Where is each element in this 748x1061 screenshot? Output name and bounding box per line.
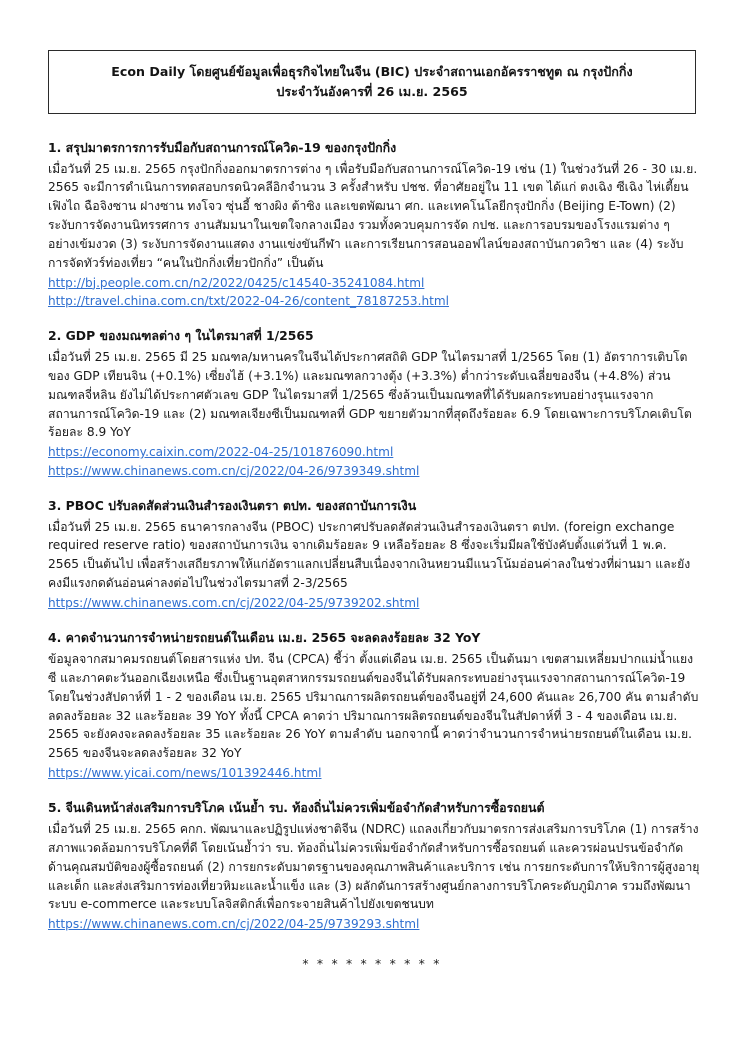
source-link[interactable]: https://economy.caixin.com/2022-04-25/101876090.html (48, 445, 394, 460)
sections-container (48, 139, 703, 934)
source-link[interactable]: http://travel.china.com.cn/txt/2022-04-26/content_78187253.html (48, 294, 450, 309)
source-link[interactable]: https://www.chinanews.com.cn/cj/2022/04-25/9739202.shtml (48, 596, 420, 611)
section-body-text: เมื่อวันที่ 25 เม.ย. 2565 มี 25 มณฑล/มหานครในจีนได้ประกาศสถิติ GDP ในไตรมาสที่ 1/2565 โดย (1) อัตราการเติบโตของ GDP เทียนจิน (+0.1%) เซี่ยงไฮ้ (+3.1%) และมณฑลกวางตุ้ง (+3.3%) ต่ำกว่าระดับเฉลี่ยของจีน (+4.8%) ส่วนมณฑลจี่หลิน ยังไม่ได้ประกาศตัวเลข GDP ในไตรมาสที่ 1/2565 ซึ่งล้วนเป็นมณฑลที่ได้รับผลกระทบอย่างรุนแรงจากสถานการณ์โควิด-19 และ (2) มณฑลเจียงซีเป็นมณฑลที่ GDP ขยายตัวมากที่สุดถึงร้อยละ 6.9 โดยเฉพาะการบริโภคเติบโตร้อยละ 8.9 YoY (48, 350, 692, 440)
header-title-line-2: ประจำวันอังคารที่ 26 เม.ย. 2565 (276, 83, 468, 99)
section-body-text: เมื่อวันที่ 25 เม.ย. 2565 คกก. พัฒนาและปฏิรูปแห่งชาติจีน (NDRC) แถลงเกี่ยวกับมาตรการส่งเสริมการบริโภค (1) การสร้างสภาพแวดล้อมการบริโภคที่ดี โดยเน้นย้ำว่า รบ. ท้องถิ่นไม่ควรเพิ่มข้อจำกัดสำหรับการซื้อรถยนต์ และควรผ่อนปรนข้อจำกัดด้านคุณสมบัติของผู้ซื้อรถยนต์ (2) การยกระดับมาตรฐานของคุณภาพสินค้าและบริการ เช่น การยกระดับการให้บริการผู้สูงอายุและเด็ก และส่งเสริมการท่องเที่ยวหิมะและน้ำแข็ง และ (3) ผลักดันการสร้างศูนย์กลางการบริโภคระดับภูมิภาค รวมถึงพัฒนาระบบ e-commerce และระบบโลจิสติกส์เพื่อกระจายสินค้าไปยังเขตชนบท (48, 822, 700, 912)
document-section (48, 327, 700, 480)
section-heading: 5. จีนเดินหน้าส่งเสริมการบริโภค เน้นย้ำ รบ. ท้องถิ่นไม่ควรเพิ่มข้อจำกัดสำหรับการซื้อรถยนต์ (48, 800, 545, 816)
document-section (48, 799, 700, 933)
section-links (48, 594, 700, 612)
document-section (48, 629, 703, 782)
document-footer: * * * * * * * * * * (302, 955, 442, 971)
section-links (48, 764, 700, 782)
header-title-line-1: Econ Daily โดยศูนย์ข้อมูลเพื่อธุรกิจไทยในจีน (BIC) ประจำสถานเอกอัครราชทูต ณ กรุงปักกิ่ง (111, 64, 633, 79)
section-links (48, 443, 700, 480)
source-link[interactable]: https://www.chinanews.com.cn/cj/2022/04-25/9739293.shtml (48, 917, 420, 932)
source-link[interactable]: https://www.chinanews.com.cn/cj/2022/04-26/9739349.shtml (48, 463, 420, 478)
document-header-box (48, 50, 696, 114)
section-body-text: เมื่อวันที่ 25 เม.ย. 2565 ธนาคารกลางจีน (PBOC) ประกาศปรับลดสัดส่วนเงินสำรองเงินตรา ตปท. (foreign exchange required reserve ratio) ของสถาบันการเงิน จากเดิมร้อยละ 9 เหลือร้อยละ 8 ซึ่งจะเริ่มมีผลใช้บังคับตั้งแต่วันที่ 1 พ.ค. 2565 เป็นต้นไป เพื่อสร้างเสถียรภาพให้แก่อัตราแลกเปลี่ยนสืบเนื่องจากเงินหยวนมีแนวโน้มอ่อนค่าลงในช่วงที่ผ่านมา และยังคงมีแรงกดดันอ่อนค่าลงต่อไปในช่วงไตรมาสที่ 2-3/2565 (48, 519, 691, 591)
source-link[interactable]: http://bj.people.com.cn/n2/2022/0425/c14540-35241084.html (48, 275, 425, 290)
section-body-text: เมื่อวันที่ 25 เม.ย. 2565 กรุงปักกิ่งออกมาตรการต่าง ๆ เพื่อรับมือกับสถานการณ์โควิด-19 เช่น (1) ในช่วงวันที่ 26 - 30 เม.ย. 2565 จะมีการดำเนินการทดสอบกรดนิวคลีอิกจำนวน 3 ครั้งสำหรับ ปชช. ที่อาศัยอยู่ใน 11 เขต ได้แก่ ตงเฉิง ซีเฉิง ไห่เตี้ยน เฟิงไถ ฉือจิงซาน ฝางซาน ทงโจว ซุ่นอี้ ชางผิง ต้าซิง และเขตพัฒนา ศก. และเทคโนโลยีกรุงปักกิ่ง (Beijing E-Town) (2) ระงับการจัดงานนิทรรศการ งานสัมมนาในเขตใจกลางเมือง รวมทั้งควบคุมการจัด กปช. และการอบรมของโรงแรมต่าง ๆ อย่างเข้มงวด (3) ระงับการจัดงานแสดง งานแข่งขันกีฬา และการเรียนการสอนออฟไลน์ของสถาบันกวดวิชา และ (4) ระงับการจัดทัวร์ท่องเที่ยว “คนในปักกิ่งเที่ยวปักกิ่ง” เป็นต้น (48, 161, 702, 270)
section-heading: 1. สรุปมาตรการการรับมือกับสถานการณ์โควิด-19 ของกรุงปักกิ่ง (48, 140, 397, 156)
section-heading: 3. PBOC ปรับลดสัดส่วนเงินสำรองเงินตรา ตปท. ของสถาบันการเงิน (48, 498, 417, 514)
source-link[interactable]: https://www.yicai.com/news/101392446.html (48, 766, 322, 781)
section-heading: 4. คาดจำนวนการจำหน่ายรถยนต์ในเดือน เม.ย. 2565 จะลดลงร้อยละ 32 YoY (48, 630, 481, 646)
document-section (48, 497, 700, 612)
document-section (48, 139, 700, 310)
section-heading: 2. GDP ของมณฑลต่าง ๆ ในไตรมาสที่ 1/2565 (48, 328, 314, 344)
section-body-text: ข้อมูลจากสมาคมรถยนต์โดยสารแห่ง ปท. จีน (CPCA) ชี้ว่า ตั้งแต่เดือน เม.ย. 2565 เป็นต้นมา เขตสามเหลี่ยมปากแม่น้ำแยงซี และภาคตะวันออกเฉียงเหนือ ซึ่งเป็นฐานอุตสาหกรรมรถยนต์ของจีนได้รับผลกระทบอย่างรุนแรงจากสถานการณ์โควิด-19 โดยในช่วงสัปดาห์ที่ 1 - 2 ของเดือน เม.ย. 2565 ปริมาณการผลิตรถยนต์ของจีนอยู่ที่ 24,600 คันและ 26,700 คัน ตามลำดับ ลดลงร้อยละ 32 และร้อยละ 39 YoY ทั้งนี้ CPCA คาดว่า ปริมาณการผลิตรถยนต์ของจีนในสัปดาห์ที่ 3 - 4 ของเดือน เม.ย. 2565 จะยังคงจะลดลงร้อยละ 35 และร้อยละ 26 YoY ตามลำดับ นอกจากนี้ คาดว่าจำนวนการจำหน่ายรถยนต์ในเดือน เม.ย. 2565 ของจีนจะลดลงร้อยละ 32 YoY (48, 652, 703, 761)
section-links (48, 274, 700, 311)
section-links (48, 915, 700, 933)
